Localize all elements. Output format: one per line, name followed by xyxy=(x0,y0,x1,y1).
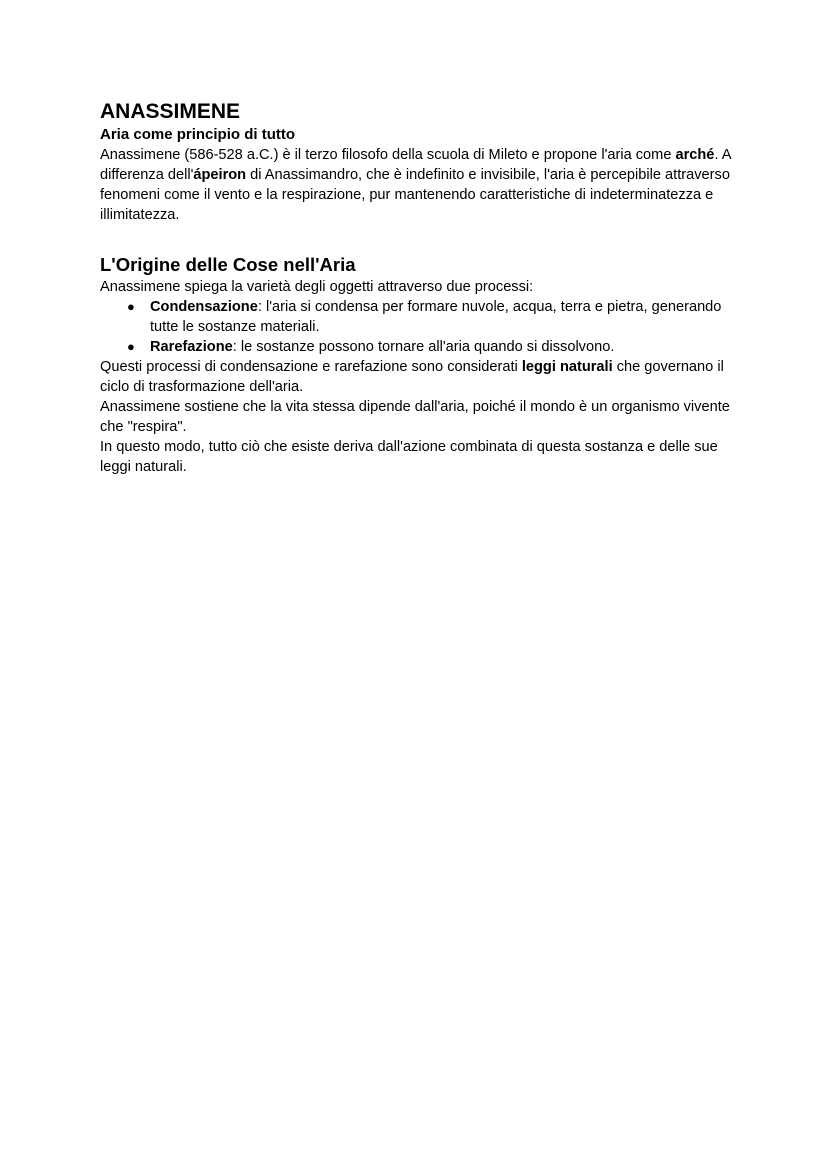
conclusion-paragraph: In questo modo, tutto ciò che esiste deriva dall'azione combinata di questa sostanza e delle sue leggi naturali. xyxy=(100,439,718,475)
intro-bold-arche: arché xyxy=(675,147,715,163)
life-paragraph: Anassimene sostiene che la vita stessa dipende dall'aria, poiché il mondo è un organismo vivente che "respira". xyxy=(100,399,730,435)
laws-text-1: Questi processi di condensazione e rarefazione sono considerati xyxy=(100,359,522,375)
section-heading: L'Origine delle Cose nell'Aria xyxy=(100,254,356,275)
intro-text-2: . A differenza dell' xyxy=(100,147,731,183)
process-list xyxy=(100,297,740,357)
section-subtitle: Aria come principio di tutto xyxy=(100,126,296,143)
page-title: ANASSIMENE xyxy=(100,100,241,123)
laws-text-2: che governano il ciclo di trasformazione dell'aria. xyxy=(100,359,724,395)
list-item-text: : l'aria si condensa per formare nuvole, acqua, terra e pietra, generando tutte le sostanze materiali. xyxy=(150,299,722,335)
laws-bold: leggi naturali xyxy=(521,359,613,375)
bullet-dot-icon: ● xyxy=(127,299,135,314)
laws-paragraph xyxy=(100,357,740,397)
bullet-dot-icon: ● xyxy=(127,339,135,354)
section-lead: Anassimene spiega la varietà degli oggetti attraverso due processi: xyxy=(100,279,534,295)
intro-bold-apeiron: ápeiron xyxy=(193,167,247,183)
list-item-text: : le sostanze possono tornare all'aria quando si dissolvono. xyxy=(232,339,615,355)
intro-paragraph xyxy=(100,145,740,225)
list-item-term: Rarefazione xyxy=(150,339,233,355)
intro-text-3: di Anassimandro, che è indefinito e invisibile, l'aria è percepibile attraverso fenomeni come il vento e la respirazione, pur mantenendo caratteristiche di indeterminatezza e illimitatezza. xyxy=(100,167,730,223)
document-page xyxy=(100,99,740,477)
list-item xyxy=(100,297,740,337)
intro-text-1: Anassimene (586-528 a.C.) è il terzo filosofo della scuola di Mileto e propone l'aria come xyxy=(100,147,676,163)
list-item xyxy=(100,337,740,357)
list-item-term: Condensazione xyxy=(150,299,258,315)
